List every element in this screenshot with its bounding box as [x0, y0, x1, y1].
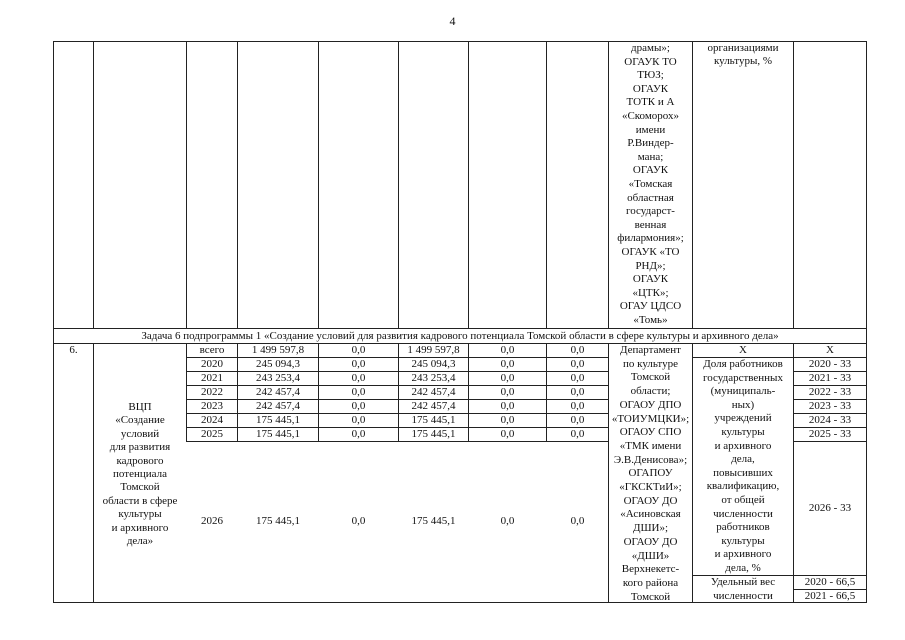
org-line: «ЦТК»;: [632, 286, 669, 299]
finance-total: 175 445,1: [256, 515, 300, 527]
executors-cell: Департамент по культуре Томской области; ОГАОУ ДПО «ТОИУМЦКИ»; ОГАОУ СПО «ТМК имени Э.В.Денисова»; ОГАПОУ «ГКСКТиИ»; ОГАОУ ДО «Асиновская ДШИ»; ОГАОУ ДО «ДШИ» Верхнекетс- кого района Томской: [611, 344, 690, 603]
finance-regional: 1 499 597,8: [407, 344, 460, 356]
finance-total: 175 445,1: [256, 428, 300, 440]
org-line: ОГАУК: [632, 164, 669, 177]
indicator-line: организациями: [707, 42, 779, 54]
finance-year: 2021: [201, 372, 223, 384]
finance-regional: 175 445,1: [411, 414, 456, 426]
indicator-value: 2021 - 33: [808, 372, 852, 384]
finance-regional: 242 457,4: [411, 400, 456, 412]
org-line: ОГАУК: [632, 82, 669, 95]
finance-year: 2025: [201, 428, 223, 440]
org-line: государст-: [626, 205, 675, 218]
indicator-value: 2025 - 33: [808, 428, 852, 440]
org-line: драмы»;: [631, 42, 670, 54]
org-line: ТЮЗ;: [637, 69, 664, 82]
finance-total: 245 094,3: [256, 358, 300, 370]
indicator-value-2026: 2026 - 33: [808, 502, 852, 514]
row-number: 6.: [69, 344, 78, 356]
indicator-x: Х: [739, 344, 747, 356]
indicator-cell-top: [693, 42, 793, 69]
indicator-value: 2024 - 33: [808, 414, 852, 426]
finance-other: 0,0: [570, 515, 585, 527]
indicator-2-value: 2020 - 66,5: [804, 576, 856, 588]
finance-local: 0,0: [500, 386, 515, 398]
finance-federal: 0,0: [351, 344, 366, 356]
finance-total: 242 457,4: [256, 386, 300, 398]
finance-regional: 242 457,4: [411, 386, 456, 398]
finance-federal: 0,0: [351, 358, 366, 370]
finance-other: 0,0: [570, 428, 585, 440]
org-line: ОГАУК: [632, 273, 669, 286]
finance-local: 0,0: [500, 414, 515, 426]
finance-federal: 0,0: [351, 515, 366, 527]
finance-regional: 245 094,3: [411, 358, 456, 370]
finance-year: 2026: [201, 515, 223, 527]
org-line: ОГАУК «ТО: [621, 245, 680, 258]
org-line: «Томь»: [633, 313, 668, 326]
org-line: областная: [627, 191, 674, 204]
org-line: филармония»;: [617, 232, 684, 245]
indicator-value: 2023 - 33: [808, 400, 852, 412]
finance-total: 175 445,1: [256, 414, 300, 426]
finance-other: 0,0: [570, 344, 585, 356]
indicator-2-value: 2021 - 66,5: [804, 590, 856, 602]
indicator-2-text: Удельный вес численности: [710, 576, 776, 602]
indicator-line: культуры, %: [713, 55, 772, 68]
finance-federal: 0,0: [351, 372, 366, 384]
finance-federal: 0,0: [351, 414, 366, 426]
org-line: «Скоморох»: [621, 109, 680, 122]
page-number: 4: [449, 14, 456, 28]
finance-other: 0,0: [570, 400, 585, 412]
finance-local: 0,0: [500, 344, 515, 356]
org-line: имени: [635, 123, 666, 136]
org-line: ОГАУ ЦДСО: [619, 300, 682, 313]
task-header: Задача 6 подпрограммы 1 «Создание условий для развития кадрового потенциала Томской области в сфере культуры и архивного дела»: [141, 330, 779, 342]
org-line: Р.Виндер-: [627, 137, 674, 150]
org-line: ОГАУК ТО: [624, 55, 677, 68]
finance-total: 1 499 597,8: [251, 344, 305, 356]
finance-other: 0,0: [570, 386, 585, 398]
finance-regional: 243 253,4: [411, 372, 456, 384]
program-name: ВЦП «Создание условий для развития кадрового потенциала Томской области в сфере культуры и архивного дела»: [102, 401, 178, 548]
finance-year: 2023: [201, 400, 223, 412]
indicator-value: 2020 - 33: [808, 358, 852, 370]
finance-other: 0,0: [570, 414, 585, 426]
finance-year: всего: [199, 344, 225, 356]
finance-total: 242 457,4: [256, 400, 300, 412]
finance-federal: 0,0: [351, 386, 366, 398]
finance-local: 0,0: [500, 428, 515, 440]
org-line: мана;: [637, 150, 664, 163]
finance-federal: 0,0: [351, 400, 366, 412]
finance-year: 2020: [201, 358, 223, 370]
indicator-values-x: Х: [826, 344, 834, 356]
finance-local: 0,0: [500, 372, 515, 384]
finance-regional: 175 445,1: [411, 428, 456, 440]
finance-other: 0,0: [570, 358, 585, 370]
org-line: ТОТК и А: [626, 96, 675, 109]
org-line: РНД»;: [635, 259, 666, 272]
finance-other: 0,0: [570, 372, 585, 384]
finance-year: 2022: [201, 386, 223, 398]
finance-federal: 0,0: [351, 428, 366, 440]
finance-local: 0,0: [500, 358, 515, 370]
finance-year: 2024: [201, 414, 223, 426]
org-line: «Томская: [628, 177, 673, 190]
organizations-cell: [609, 42, 692, 327]
finance-local: 0,0: [500, 515, 515, 527]
finance-total: 243 253,4: [256, 372, 300, 384]
org-line: венная: [634, 218, 667, 231]
finance-local: 0,0: [500, 400, 515, 412]
indicator-1-text: Доля работников государственных (муниципаль- ных) учреждений культуры и архивного дела, повысивших квалификацию, от общей численности работников культуры и архивного дела, %: [703, 358, 783, 574]
finance-regional: 175 445,1: [411, 515, 456, 527]
indicator-value: 2022 - 33: [808, 386, 852, 398]
